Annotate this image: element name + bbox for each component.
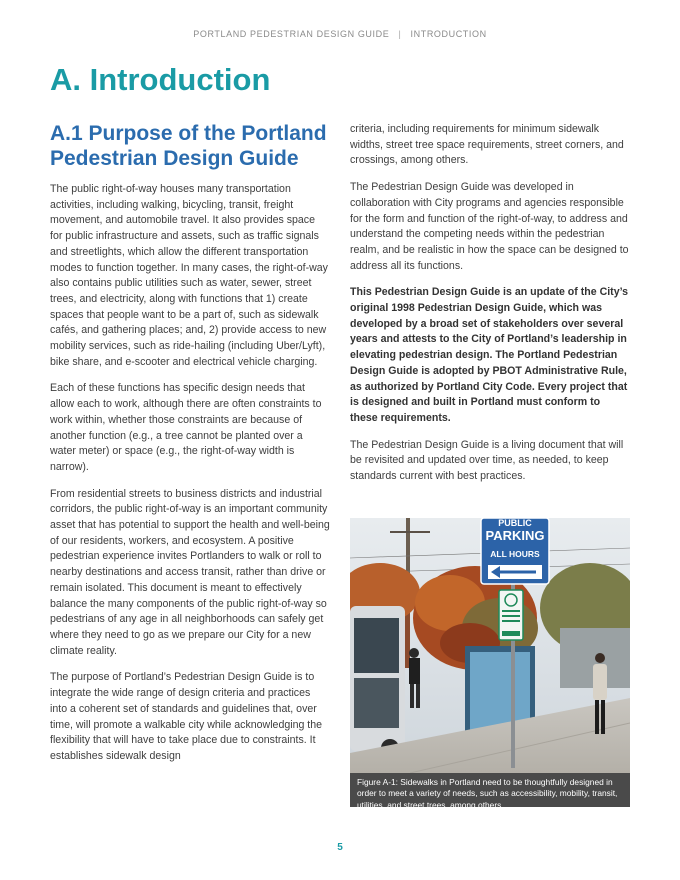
body-paragraph: From residential streets to business districts and industrial corridors, the public right-of-way is an important community asset that has potential to support the health and well-being of our residents, workers, and ecosystem. A positive pedestrian experience invites Portlanders to walk or roll to nearby destinations and access transit, rather than drive or remain isolated. This document is meant to effectively balance the many components of the public right-of-way so pedestrians of any age in all neighborhoods can safely get where they need to go as we prepare our City for a new climate reality. (50, 487, 330, 657)
body-paragraph: The public right-of-way houses many transportation activities, including walking, bicycling, transit, freight movement, and automobile travel. It also provides space for public infrastructure and assets, such as traffic signals and streetlights, which allow the different transportation modes to function together. In many cases, the right-of-way also contains public utilities such as water, sewer, street trees, and electricity, along with functions that 1) create spaces that people want to be a part of, such as sidewalk cafés, and gathering places; and, 2) provide access to new mobility services, such as ride-hailing (including Uber/Lyft), bike share, and e-scooter and electrical vehicle charging. (50, 183, 328, 368)
body-paragraph: Each of these functions has specific design needs that allow each to work, although there are often constraints to work within, whether those constraints are because of another function (e.g., a tree cannot be planted over a water meter) or space (e.g., the right-of-way width is narrow). (50, 382, 322, 473)
subsection-title: A.1 Purpose of the Portland Pedestrian Design Guide (50, 122, 327, 170)
header-separator: | (398, 29, 402, 39)
body-paragraph: The purpose of Portland’s Pedestrian Design Guide is to integrate the wide range of design criteria and practices into a coherent set of standards and guidelines that, over time, will promote a walkable city while acknowledging the flexibility that will have to take place due to constraints. It establishes sidewalk design (50, 671, 323, 762)
body-paragraph: criteria, including requirements for minimum sidewalk widths, street tree space requirements, street corners, and crossings, among others. (350, 123, 624, 167)
sign-text-parking: PARKING (485, 528, 545, 543)
page-number: 5 (337, 842, 343, 853)
closing-paragraph: The Pedestrian Design Guide is a living document that will be revisited and updated over time, as needed, to keep standards current with best practices. (350, 438, 624, 483)
left-column (50, 122, 330, 776)
sign-text-public: PUBLIC (498, 518, 532, 528)
body-paragraph: The Pedestrian Design Guide was developed in collaboration with City programs and agencies responsible for the form and function of the right-of-way, to address and understand the competing needs within the pedestrian realm, and be realistic in how the space can be designed to address all its functions. (350, 181, 629, 272)
right-column (350, 122, 630, 496)
section-title: A. Introduction (50, 62, 271, 97)
bold-paragraph: This Pedestrian Design Guide is an update of the City’s original 1998 Pedestrian Design Guide, which was developed by a broad set of stakeholders over several years and attests to the City of Portland’s leadership in elevating pedestrian design. The Portland Pedestrian Design Guide is adopted by PBOT Administrative Rule, as authorized by Portland City Code. Every project that is designed and built in Portland must conform to these requirements. (350, 286, 629, 424)
figure-caption: Figure A-1: Sidewalks in Portland need to be thoughtfully designed in order to meet a variety of needs, such as accessibility, mobility, transit, utilities, and street trees, among others. (350, 773, 630, 807)
figure-a-1 (350, 518, 630, 815)
sign-text-all-hours: ALL HOURS (490, 549, 540, 559)
header-guide-title: PORTLAND PEDESTRIAN DESIGN GUIDE (193, 29, 390, 39)
street-photo (350, 518, 630, 773)
running-header (0, 29, 680, 39)
header-section: INTRODUCTION (410, 29, 487, 39)
